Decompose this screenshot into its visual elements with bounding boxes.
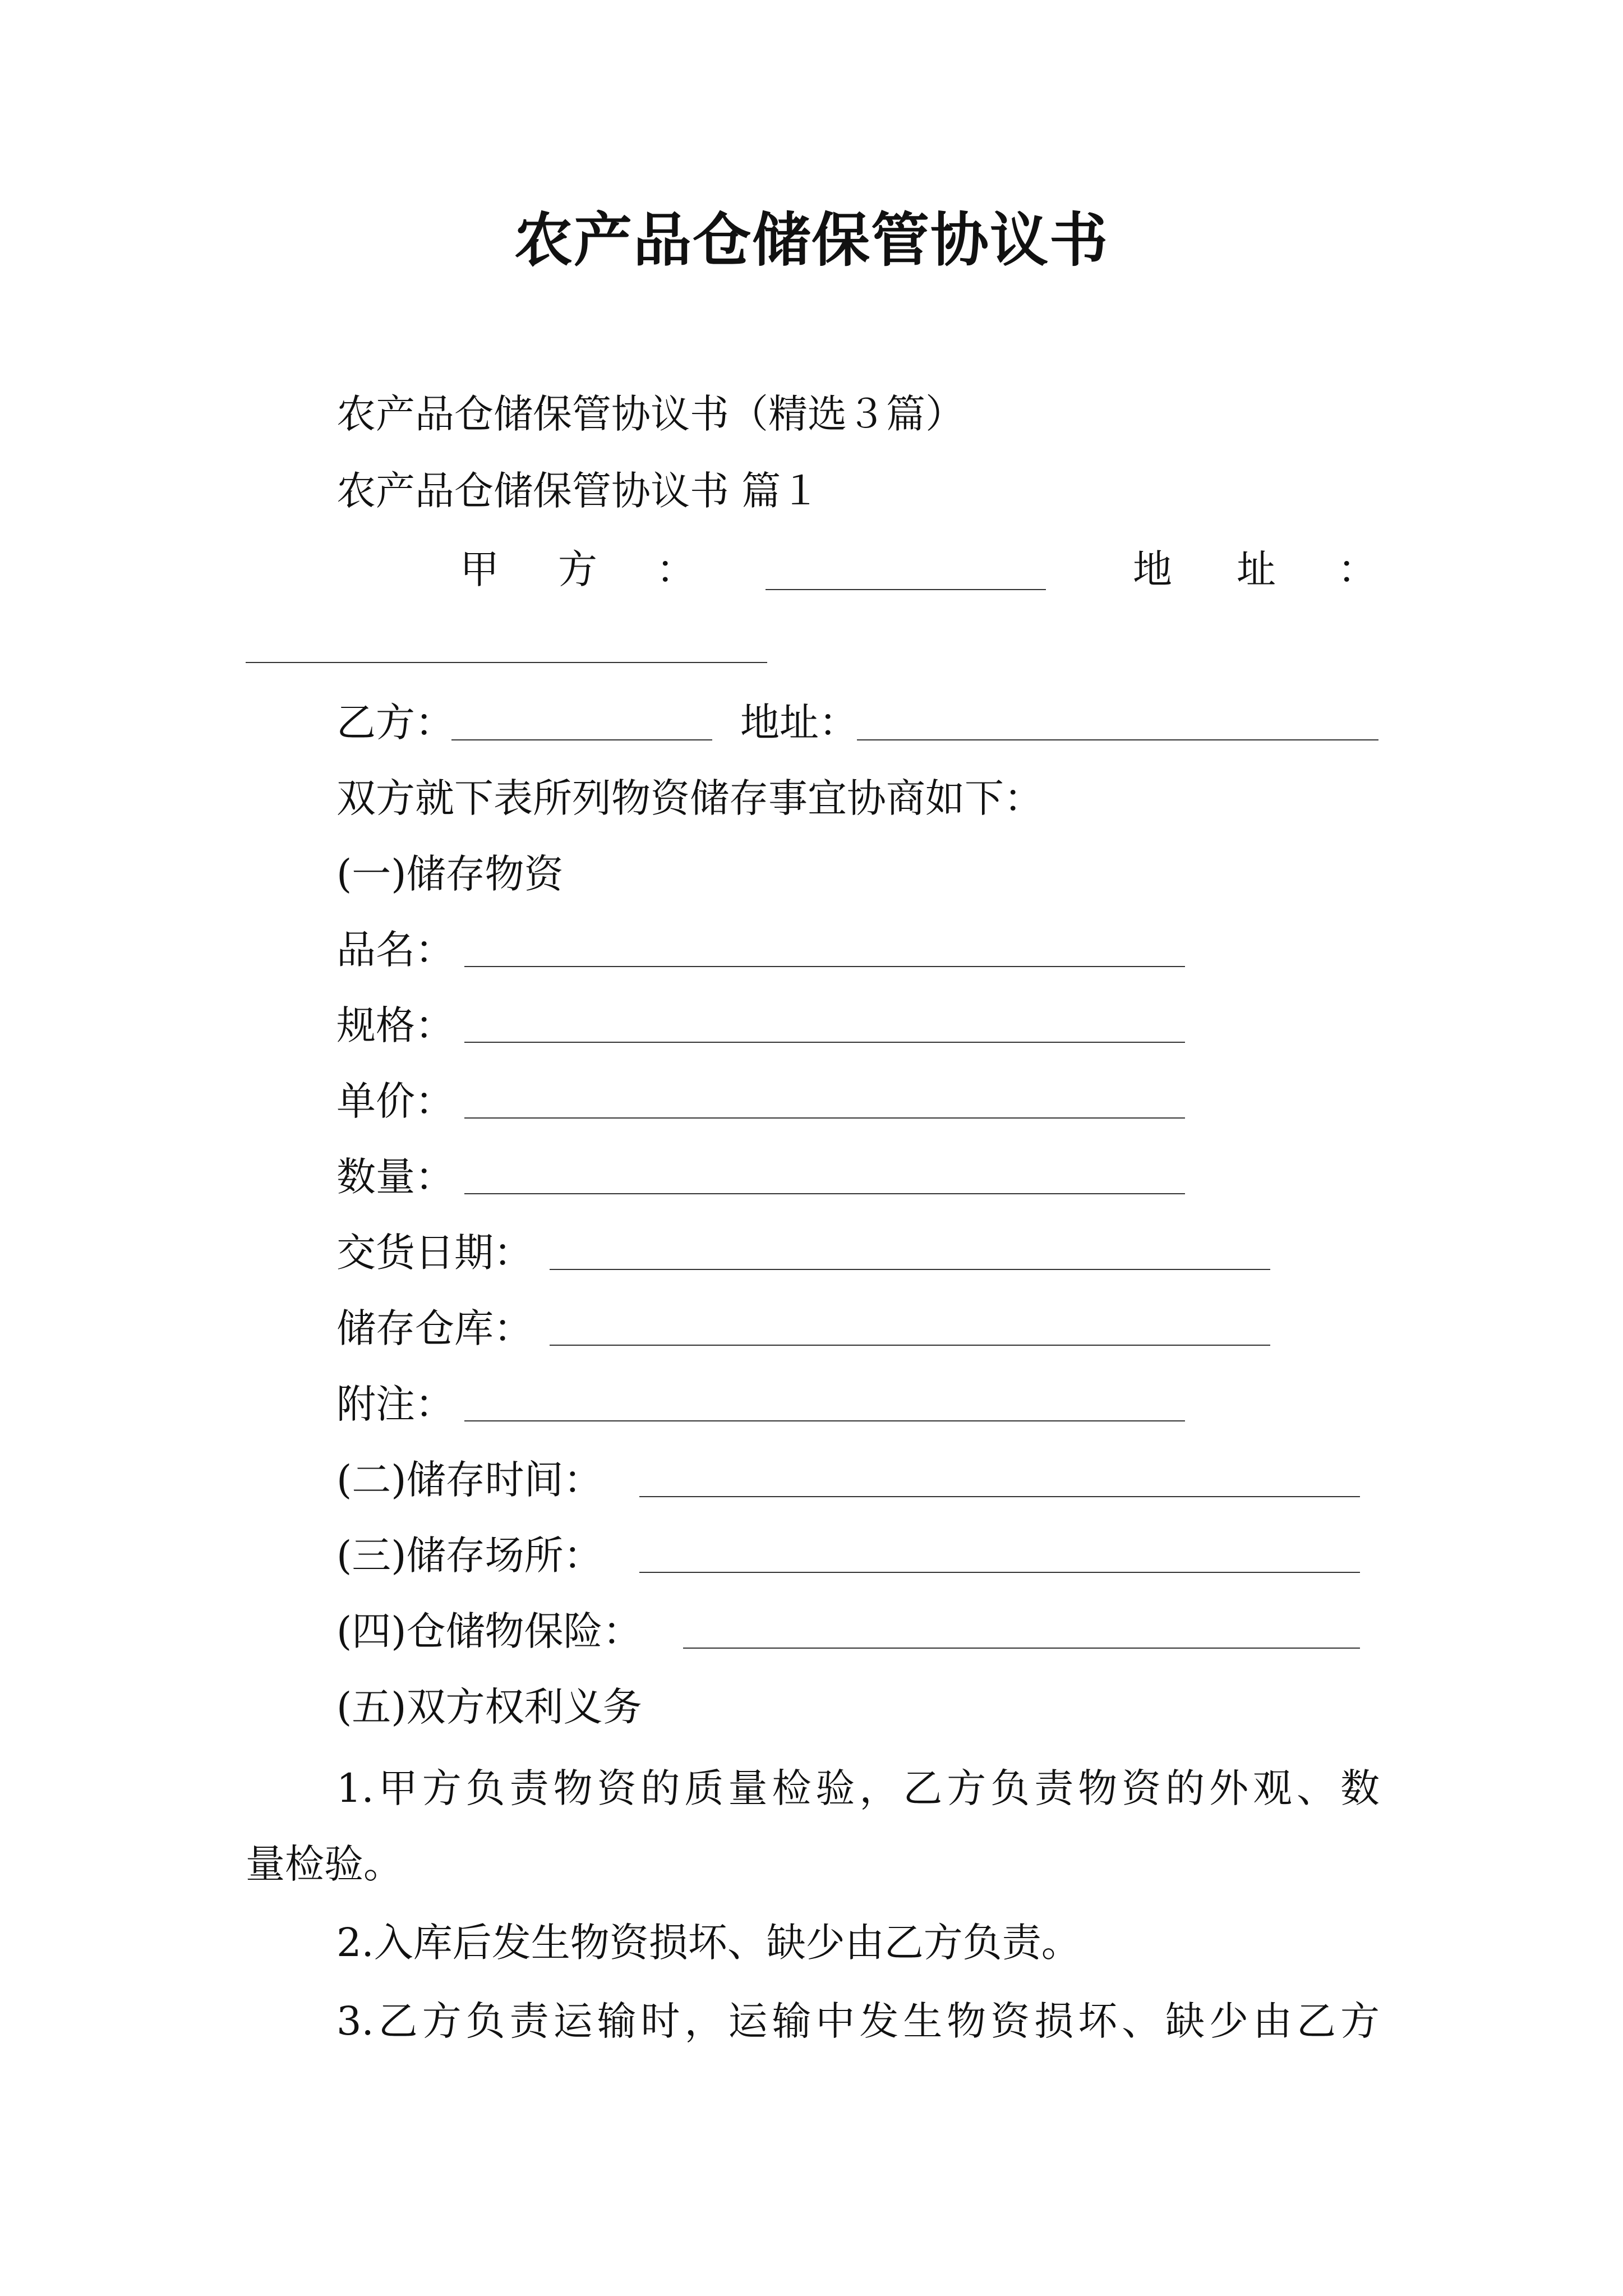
clause-2: 2.入库后发生物资损坏、缺少由乙方负责。 bbox=[336, 1920, 1081, 1966]
section-3-blank[interactable] bbox=[639, 1572, 1360, 1573]
field-remarks-blank[interactable] bbox=[464, 1420, 1185, 1421]
section-4-blank[interactable] bbox=[683, 1648, 1360, 1649]
party-a-label-char-1: 甲 bbox=[460, 546, 499, 592]
field-name-label: 品名： bbox=[336, 927, 454, 973]
field-delivery-date-blank[interactable] bbox=[550, 1269, 1270, 1270]
field-spec-label: 规格： bbox=[336, 1002, 454, 1048]
field-delivery-date-label: 交货日期： bbox=[336, 1230, 533, 1276]
party-a-colon: ： bbox=[656, 546, 695, 592]
party-a-address-colon: ： bbox=[1338, 546, 1377, 592]
section-5-heading: (五)双方权利义务 bbox=[336, 1684, 642, 1730]
field-price-label: 单价： bbox=[336, 1078, 454, 1124]
section-heading: 农产品仓储保管协议书 篇１ bbox=[336, 468, 820, 514]
party-a-address-char-1: 地 bbox=[1133, 546, 1172, 592]
clause-1-line-1: 1.甲方负责物资的质量检验，乙方负责物资的外观、数 bbox=[336, 1765, 1380, 1811]
party-b-name-blank[interactable] bbox=[451, 739, 712, 740]
party-a-address-blank[interactable] bbox=[246, 662, 767, 663]
section-2-label: (二)储存时间： bbox=[336, 1457, 603, 1503]
document-title: 农产品仓储保管协议书 bbox=[514, 205, 1109, 274]
clause-1-line-2: 量检验。 bbox=[246, 1841, 403, 1887]
intro-text: 双方就下表所列物资储存事宜协商如下： bbox=[336, 775, 1043, 821]
field-spec-blank[interactable] bbox=[464, 1042, 1185, 1043]
party-b-address-blank[interactable] bbox=[857, 739, 1378, 740]
field-warehouse-label: 储存仓库： bbox=[336, 1305, 533, 1351]
clause-3-line-1: 3.乙方负责运输时，运输中发生物资损坏、缺少由乙方 bbox=[336, 1998, 1380, 2044]
party-a-label-char-2: 方 bbox=[558, 546, 597, 592]
field-remarks-label: 附注： bbox=[336, 1381, 454, 1427]
party-a-address-char-2: 址 bbox=[1237, 546, 1276, 592]
party-b-label: 乙方： bbox=[336, 700, 454, 746]
party-a-name-blank[interactable] bbox=[766, 589, 1046, 590]
section-2-blank[interactable] bbox=[639, 1496, 1360, 1497]
field-warehouse-blank[interactable] bbox=[550, 1345, 1270, 1346]
field-quantity-label: 数量： bbox=[336, 1154, 454, 1200]
section-4-label: (四)仓储物保险： bbox=[336, 1608, 642, 1654]
section-3-label: (三)储存场所： bbox=[336, 1533, 603, 1579]
party-b-address-label: 地址： bbox=[740, 700, 858, 746]
field-quantity-blank[interactable] bbox=[464, 1193, 1185, 1194]
field-price-blank[interactable] bbox=[464, 1117, 1185, 1119]
field-name-blank[interactable] bbox=[464, 966, 1185, 967]
section-1-heading: (一)储存物资 bbox=[336, 851, 564, 897]
document-subtitle: 农产品仓储保管协议书（精选３篇） bbox=[336, 391, 965, 437]
